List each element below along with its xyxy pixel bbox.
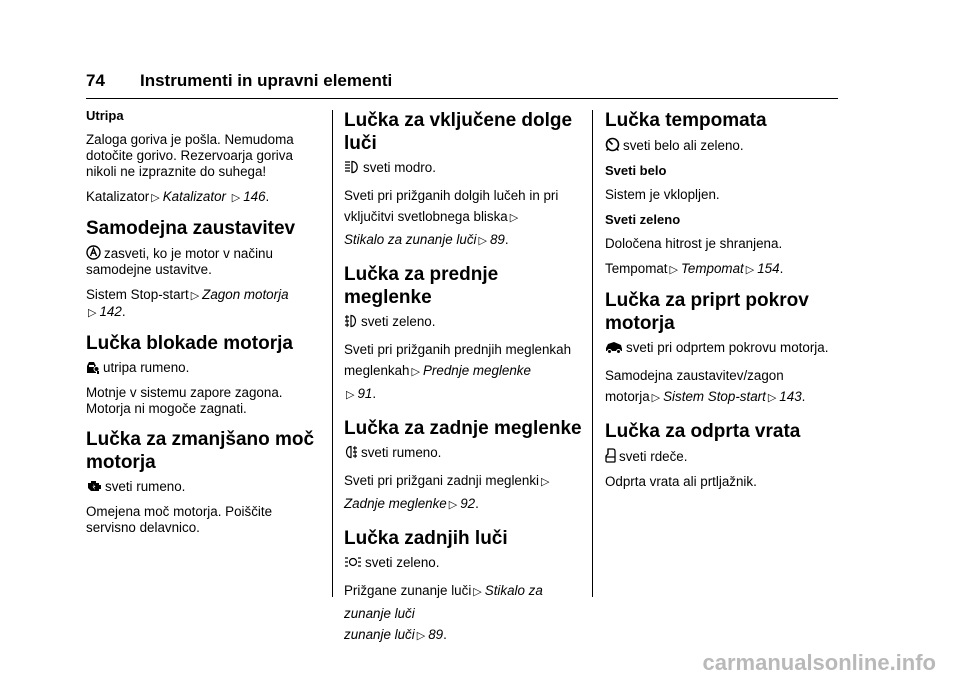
stop-start-page[interactable]: 143 [779, 389, 802, 404]
reduced-power-text1: sveti rumeno. [86, 479, 318, 495]
stop-start-link[interactable]: Sistem Stop-start [663, 389, 766, 404]
column-divider-1 [332, 110, 333, 597]
column-divider-2 [592, 110, 593, 597]
rear-fog-heading: Lučka za zadnje meglenke [344, 418, 582, 439]
tail-lights-text1: sveti zeleno. [344, 555, 584, 571]
stikalo-page-2[interactable]: 89 [428, 627, 444, 642]
katalizator-ref: Katalizator ▷ Katalizator ▷ 146. [86, 189, 270, 204]
stikalo-link-2[interactable]: Stikalo za zunanje luči [344, 583, 543, 621]
running-title: Instrumenti in upravni elementi [140, 71, 393, 90]
door-text2: Odprta vrata ali prtljažnik. [605, 474, 757, 489]
auto-stop-icon [86, 245, 101, 260]
page-number: 74 [86, 71, 105, 90]
door-text1: sveti rdeče. [605, 448, 840, 465]
xref-arrow-icon: ▷ [669, 264, 678, 276]
cruise-heading: Lučka tempomata [605, 110, 767, 131]
katalizator-link[interactable]: Katalizator [162, 189, 226, 204]
hood-text2: Samodejna zaustavitev/zagon motorja ▷ Sistem Stop-start ▷ 143. [605, 368, 806, 404]
stop-start-ref: Sistem Stop-start ▷ Zagon motorja ▷ 142. [86, 287, 289, 319]
zadnje-link[interactable]: Zadnje meglenke [344, 496, 447, 511]
header-rule [86, 98, 838, 99]
column-2 [344, 108, 584, 656]
speedometer-icon [605, 137, 620, 152]
xref-arrow-icon: ▷ [88, 307, 97, 319]
immobilizer-text1: utripa rumeno. [86, 360, 318, 376]
xref-arrow-icon: ▷ [478, 235, 487, 247]
high-beam-text2: Sveti pri prižganih dolgih lučeh in pri vključitvi svetlobnega bliska ▷ Stikalo za zunanje luči ▷ 89. [344, 188, 559, 247]
front-fog-heading: Lučka za prednje meglenke [344, 264, 499, 308]
rear-fog-text2: Sveti pri prižgani zadnji meglenki ▷ Zadnje meglenke ▷ 92. [344, 473, 550, 511]
hood-text1: sveti pri odprtem pokrovu motorja. [605, 340, 840, 356]
car-hood-icon [605, 341, 623, 354]
sveti-zeleno-text: Določena hitrost je shranjena. [605, 236, 783, 251]
door-open-icon [605, 448, 616, 463]
tail-lights-text2: Prižgane zunanje luči ▷ Stikalo za zunanje luči zunanje luči ▷ 89. [344, 583, 543, 642]
xref-arrow-icon: ▷ [448, 499, 458, 511]
high-beam-heading: Lučka za vključene dolge luči [344, 110, 573, 154]
katalizator-page[interactable]: 146 [243, 189, 266, 204]
xref-arrow-icon: ▷ [651, 392, 661, 404]
rear-fog-icon [344, 445, 358, 459]
xref-arrow-icon: ▷ [231, 192, 241, 204]
xref-arrow-icon: ▷ [473, 586, 482, 598]
xref-arrow-icon: ▷ [151, 192, 160, 204]
tail-lights-icon [344, 555, 362, 569]
xref-arrow-icon: ▷ [745, 264, 755, 276]
front-fog-icon [344, 314, 358, 328]
tempomat-link[interactable]: Tempomat [680, 261, 744, 276]
prednje-link[interactable]: Prednje meglenke [422, 363, 531, 378]
sveti-belo-heading: Sveti belo [605, 163, 667, 178]
front-fog-text2: Sveti pri prižganih prednjih meglenkah meglenkah ▷ Prednje meglenke ▷ 91. [344, 342, 572, 401]
cruise-text1: sveti belo ali zeleno. [605, 137, 840, 154]
tempomat-ref: Tempomat ▷ Tempomat ▷ 154. [605, 261, 784, 276]
reduced-power-text2: Omejena moč motorja. Poiščite servisno delavnico. [86, 504, 273, 535]
xref-arrow-icon: ▷ [416, 630, 426, 642]
page-header [86, 71, 838, 99]
xref-arrow-icon: ▷ [541, 476, 550, 488]
tempomat-page[interactable]: 154 [757, 261, 780, 276]
sveti-zeleno-heading: Sveti zeleno [605, 212, 681, 227]
zagon-page[interactable]: 142 [99, 304, 122, 319]
stikalo-page[interactable]: 89 [489, 232, 505, 247]
zadnje-page[interactable]: 92 [460, 496, 476, 511]
watermark: carmanualsonline.info [702, 650, 936, 675]
high-beam-text1: sveti modro. [344, 160, 584, 176]
rear-fog-text1: sveti rumeno. [344, 445, 584, 461]
xref-arrow-icon: ▷ [190, 290, 200, 302]
stikalo-link[interactable]: Stikalo za zunanje luči [344, 232, 477, 247]
auto-stop-heading: Samodejna zaustavitev [86, 218, 296, 239]
column-3 [605, 108, 840, 499]
sveti-belo-text: Sistem je vklopljen. [605, 187, 720, 202]
hood-heading: Lučka za priprt pokrov motorja [605, 290, 809, 334]
prednje-page[interactable]: 91 [357, 386, 373, 401]
reduced-power-heading: Lučka za zmanjšano moč motorja [86, 429, 315, 473]
utripa-text: Zaloga goriva je pošla. Nemudoma dotočite gorivo. Rezervoarja goriva nikoli ne izpraznite do suhega! [86, 132, 294, 179]
front-fog-text1: sveti zeleno. [344, 314, 584, 330]
utripa-heading: Utripa [86, 108, 124, 123]
xref-arrow-icon: ▷ [509, 212, 519, 224]
xref-arrow-icon: ▷ [767, 392, 777, 404]
immobilizer-heading: Lučka blokade motorja [86, 333, 293, 354]
door-heading: Lučka za odprta vrata [605, 421, 801, 442]
column-1 [86, 108, 318, 545]
xref-arrow-icon: ▷ [411, 366, 420, 378]
immobilizer-text2: Motnje v sistemu zapore zagona. Motorja ni mogoče zagnati. [86, 385, 283, 416]
xref-arrow-icon: ▷ [346, 389, 355, 401]
key-car-icon [86, 360, 100, 374]
engine-power-icon [86, 479, 102, 493]
zagon-link[interactable]: Zagon motorja [202, 287, 289, 302]
high-beam-icon [344, 160, 360, 174]
tail-lights-heading: Lučka zadnjih luči [344, 528, 508, 549]
auto-stop-text: zasveti, ko je motor v načinu samodejne ustavitve. [86, 246, 273, 277]
